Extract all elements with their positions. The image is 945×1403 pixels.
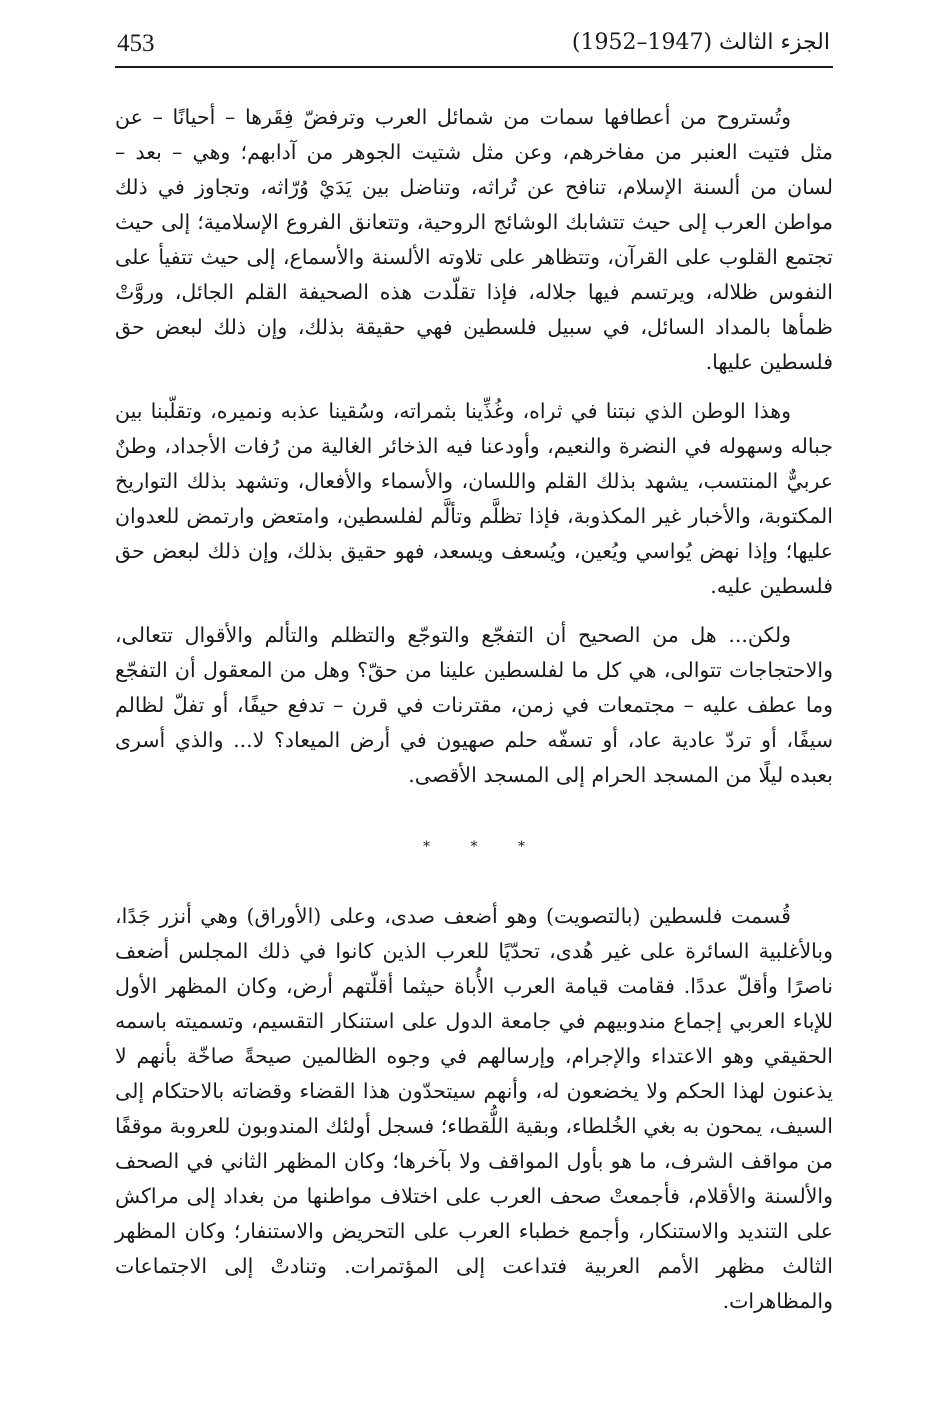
- paragraph-2: وهذا الوطن الذي نبتنا في ثراه، وغُذِّينا بثمراته، وسُقينا عذبه ونميره، وتقلّبنا بين جباله وسهوله في النضرة والنعيم، وأودعنا فيه الذخائر الغالية من رُفات الأجداد، وطنٌ عربيٌّ المنتسب، يشهد بذلك القلم واللسان، والأسماء والأفعال، وتشهد بذلك التواريخ المكتوبة، والأخبار غير المكذوبة، فإذا تظلَّم وتألَّم لفلسطين، وامتعض وارتمض للعدوان عليها؛ وإذا نهض يُواسي ويُعين، ويُسعف ويسعد، فهو حقيق بذلك، وإن ذلك لبعض حق فلسطين عليه.: [115, 399, 833, 598]
- page-number: 453: [117, 30, 155, 57]
- running-title: الجزء الثالث (1947–1952): [571, 30, 830, 55]
- paragraph-3: ولكن... هل من الصحيح أن التفجّع والتوجّع والتظلم والتألم والأقوال تتعالى، والاحتجاجات تتوالى، هي كل ما لفلسطين علينا من حقّ؟ وهل من المعقول أن التفجّع وما عطف عليه – مجتمعات في زمن، مقترنات في قرن – تدفع حيفًا، أو تفلّ لظالم سيفًا، أو تردّ عادية عاد، أو تسفّه حلم صهيون في أرض الميعاد؟ لا... والذي أسرى بعبده ليلًا من المسجد الحرام إلى المسجد الأقصى.: [115, 623, 833, 787]
- paragraph-4: قُسمت فلسطين (بالتصويت) وهو أضعف صدى، وعلى (الأوراق) وهي أنزر جَدًا، وبالأغلبية السائرة على غير هُدى، تحدّيًا للعرب الذين كانوا في ذلك المجلس أضعف ناصرًا وأقلّ عددًا. فقامت قيامة العرب الأُباة حيثما أقلّتهم أرض، وكان المظهر الأول للإباء العربي إجماع مندوبيهم في جامعة الدول على استنكار التقسيم، وتسميته باسمه الحقيقي وهو الاعتداء والإجرام، وإرسالهم في وجوه الظالمين صيحةً صاخّة بأنهم لا يذعنون لهذا الحكم ولا يخضعون له، وأنهم سيتحدّون هذا القضاء وقضاته بالاحتكام إلى السيف، يمحون به بغي الخُلطاء، وبقية اللُّقطاء؛ فسجل أولئك المندوبون للعروبة موقفًا من مواقف الشرف، ما هو بأول المواقف ولا بآخرها؛ وكان المظهر الثاني في الصحف والألسنة والأقلام، فأجمعتْ صحف العرب على اختلاف مواطنها من بغداد إلى مراكش على التنديد والاستنكار، وأجمع خطباء العرب على التحريض والاستنفار؛ وكان المظهر الثالث مظهر الأمم العربية فتداعت إلى المؤتمرات. وتنادتْ إلى الاجتماعات والمظاهرات.: [115, 904, 833, 1313]
- body-text: [115, 100, 833, 1319]
- page-header: [115, 28, 833, 68]
- paragraph-1: وتُستروح من أعطافها سمات من شمائل العرب وترفضّ فِقَرها – أحيانًا – عن مثل فتيت العنبر من مفاخرهم، وعن مثل شتيت الجوهر من آدابهم؛ وهي – بعد – لسان من ألسنة الإسلام، تنافح عن تُراثه، وتناضل بين يَدَيْ وُرّاثه، وتجاوز في ذلك مواطن العرب إلى حيث تتشابك الوشائج الروحية، وتتعانق الفروع الإسلامية؛ إلى حيث تجتمع القلوب على القرآن، وتتظاهر على تلاوته الألسنة والأسماع، إلى حيث تتفيأ على النفوس ظلاله، ويرتسم فيها جلاله، فإذا تقلّدت هذه الصحيفة القلم الجائل، وروَّتْ ظمأها بالمداد السائل، في سبيل فلسطين فهي حقيقة بذلك، وإن ذلك لبعض حق فلسطين عليها.: [115, 105, 833, 374]
- section-separator: * * *: [423, 839, 543, 855]
